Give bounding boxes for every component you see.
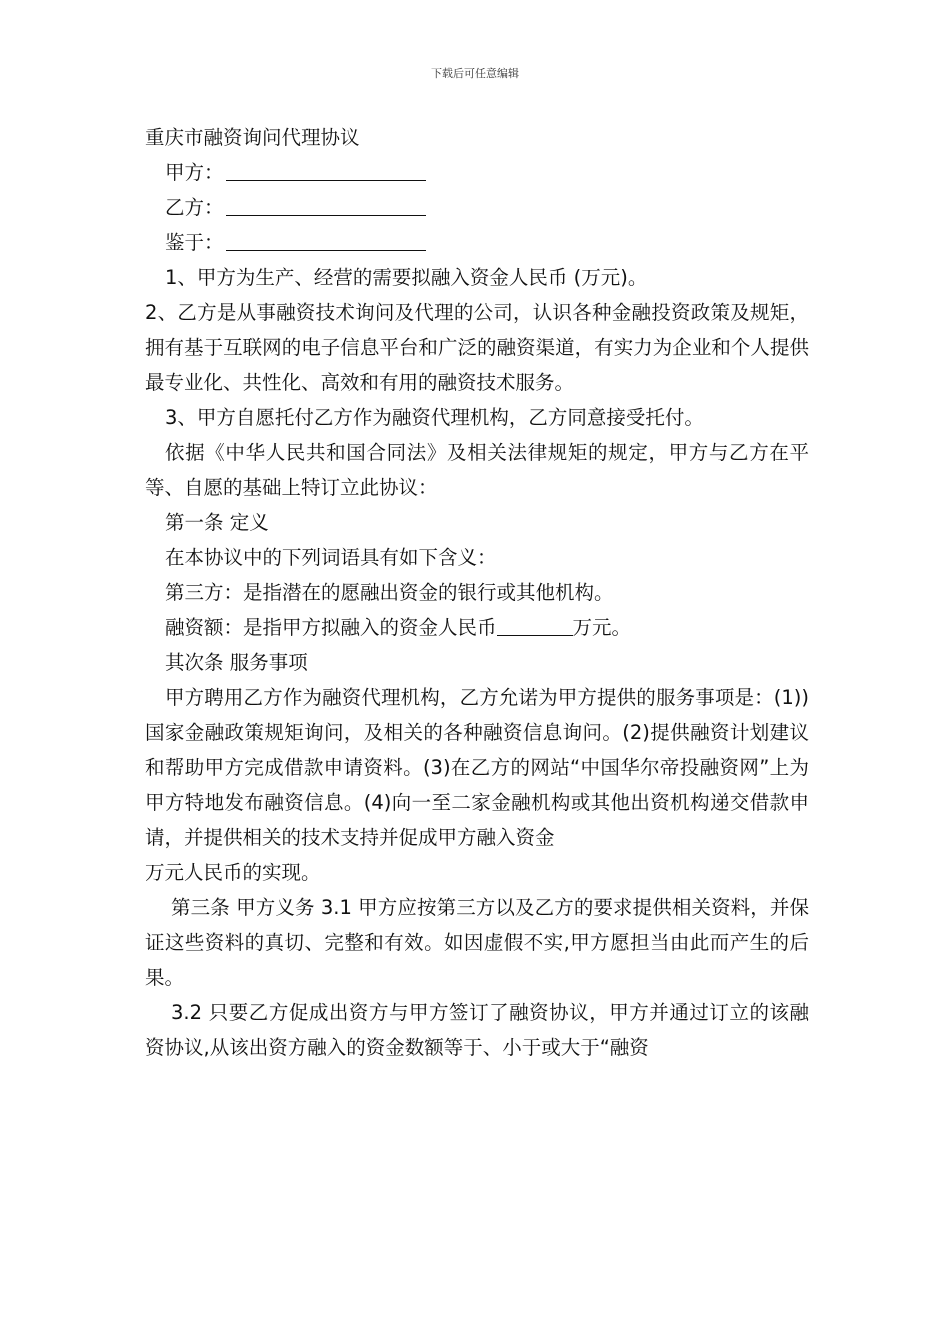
- definition-amount-prefix: 融资额：是指甲方拟融入的资金人民币: [165, 616, 497, 639]
- definition-amount-suffix: 万元。: [572, 616, 632, 639]
- clause-3-2: 3.2 只要乙方促成出资方与甲方签订了融资协议，甲方并通过订立的该融资协议,从该出资方融入的资金数额等于、小于或大于“融资: [145, 1001, 809, 1059]
- article-1-intro: 在本协议中的下列词语具有如下含义：: [165, 546, 497, 569]
- definition-amount: [145, 610, 809, 645]
- article-1-title: 第一条 定义: [165, 511, 269, 534]
- amount-blank: [497, 615, 573, 636]
- page-header: 下载后可任意编辑: [431, 67, 519, 80]
- party-a-line: [145, 155, 809, 190]
- party-b-label: 乙方：: [165, 196, 224, 219]
- document-title: 重庆市融资询问代理协议: [145, 126, 360, 149]
- article-2-tail: 万元人民币的实现。: [145, 861, 321, 884]
- witness-label: 鉴于：: [165, 231, 224, 254]
- recital-item-1: 1、甲方为生产、经营的需要拟融入资金人民币 (万元)。: [165, 266, 648, 289]
- recital-item-2: 2、乙方是从事融资技术询问及代理的公司，认识各种金融投资政策及规矩，拥有基于互联网的电子信息平台和广泛的融资渠道，有实力为企业和个人提供最专业化、共性化、高效和有用的融资技术服务。: [145, 301, 809, 394]
- article-2-title: 其次条 服务事项: [165, 651, 308, 674]
- witness-blank: [226, 230, 426, 251]
- recital-item-3: 3、甲方自愿托付乙方作为融资代理机构，乙方同意接受托付。: [165, 406, 704, 429]
- witness-line: [145, 225, 809, 260]
- party-a-blank: [226, 160, 426, 181]
- document-body: [145, 120, 809, 1065]
- party-b-blank: [226, 195, 426, 216]
- party-b-line: [145, 190, 809, 225]
- article-3-body: 第三条 甲方义务 3.1 甲方应按第三方以及乙方的要求提供相关资料，并保证这些资料的真切、完整和有效。如因虚假不实,甲方愿担当由此而产生的后果。: [145, 896, 809, 989]
- basis-paragraph: 依据《中华人民共和国合同法》及相关法律规矩的规定，甲方与乙方在平等、自愿的基础上特订立此协议：: [145, 441, 809, 499]
- party-a-label: 甲方：: [165, 161, 224, 184]
- definition-third-party: 第三方：是指潜在的愿融出资金的银行或其他机构。: [165, 581, 614, 604]
- article-2-body: 甲方聘用乙方作为融资代理机构，乙方允诺为甲方提供的服务事项是：(1))国家金融政策规矩询问，及相关的各种融资信息询问。(2)提供融资计划建议和帮助甲方完成借款申请资料。(3)在乙方的网站“中国华尔帝投融资网”上为甲方特地发布融资信息。(4)向一至二家金融机构或其他出资机构递交借款申请，并提供相关的技术支持并促成甲方融入资金: [145, 686, 809, 849]
